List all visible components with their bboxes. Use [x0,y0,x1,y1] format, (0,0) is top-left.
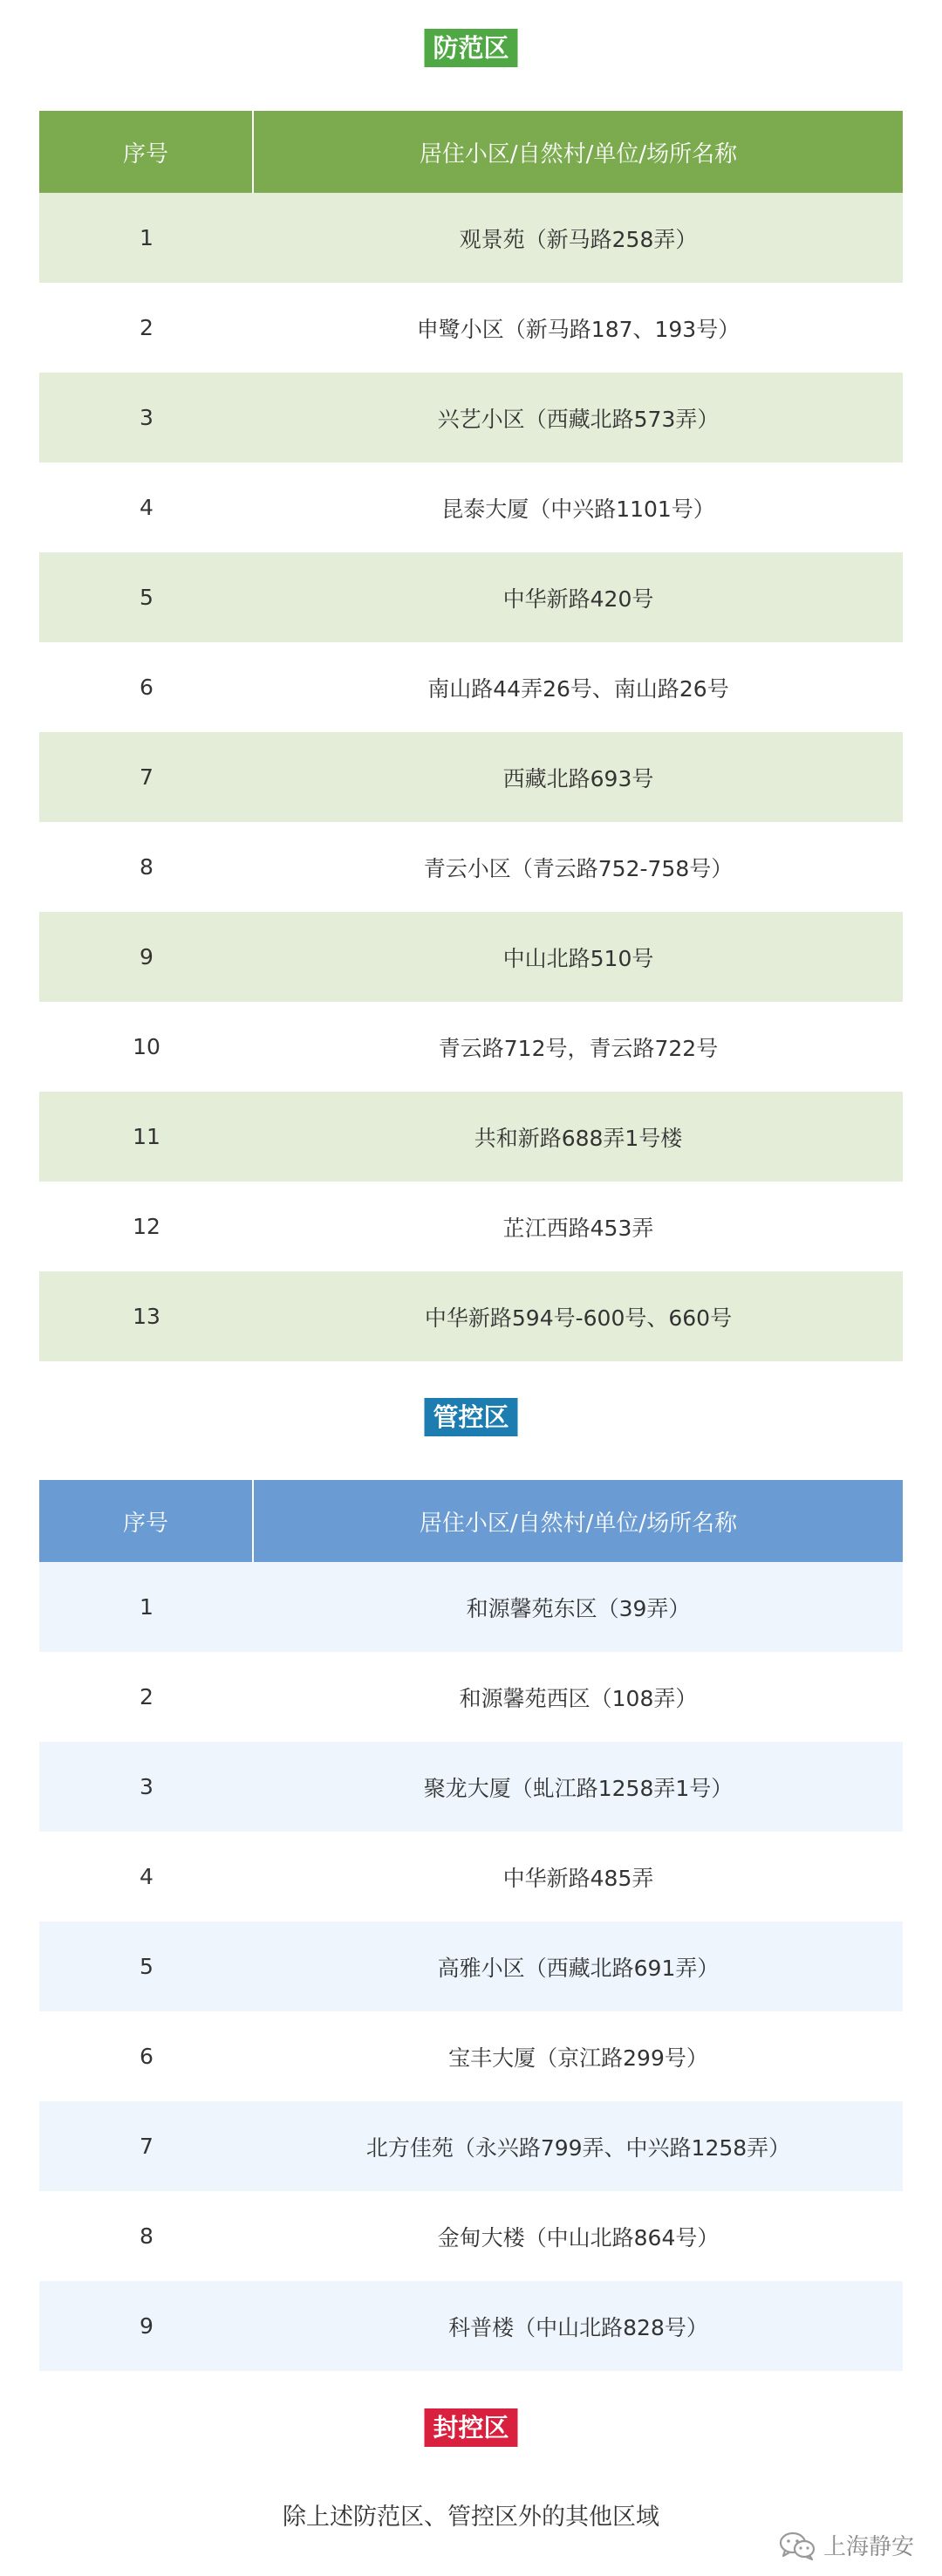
table-row [39,193,903,283]
row-index: 10 [133,1034,160,1059]
guankong-table [39,1480,903,2371]
table-row [39,822,903,912]
row-index: 9 [140,944,154,969]
row-index: 12 [133,1214,160,1239]
row-name: 科普楼（中山北路828号） [448,2314,708,2340]
row-name: 中山北路510号 [502,945,654,971]
wechat-icon [778,2531,816,2560]
table-row [39,1271,903,1361]
row-name: 申鹭小区（新马路187、193号） [416,316,741,342]
table-row [39,1092,903,1182]
table-row [39,283,903,373]
table-row [39,2191,903,2281]
table-row [39,1182,903,1271]
row-index: 7 [140,764,154,790]
watermark-text: 上海静安 [823,2534,914,2560]
row-name: 中华新路485弄 [502,1865,654,1891]
row-index: 4 [140,495,154,520]
fangfan-table-body [39,193,903,1361]
row-name: 聚龙大厦（虬江路1258弄1号） [423,1775,734,1801]
header-col-index: 序号 [39,111,254,193]
row-name: 西藏北路693号 [502,765,654,791]
row-name: 芷江西路453弄 [502,1215,654,1241]
row-name: 南山路44弄26号、南山路26号 [427,675,729,702]
row-index: 6 [140,2044,154,2069]
row-index: 3 [140,1774,154,1799]
table-row [39,373,903,462]
row-name: 青云小区（青云路752-758号） [423,855,734,881]
row-index: 6 [140,675,154,700]
header-col-index: 序号 [39,1480,254,1562]
fengkong-description: 除上述防范区、管控区外的其他区域 [283,2504,659,2531]
row-index: 1 [140,225,154,250]
row-index: 9 [140,2313,154,2339]
row-index: 8 [140,854,154,880]
row-name: 金甸大楼（中山北路864号） [437,2224,720,2251]
table-row [39,912,903,1002]
table-row [39,1922,903,2011]
row-index: 2 [140,1684,154,1709]
table-row [39,642,903,732]
watermark [778,2529,914,2561]
row-index: 4 [140,1864,154,1889]
row-index: 1 [140,1594,154,1620]
row-name: 观景苑（新马路258弄） [459,226,698,252]
guankong-table-body [39,1562,903,2371]
row-name: 兴艺小区（西藏北路573弄） [437,406,720,432]
fangfan-table-header [39,111,903,193]
row-index: 11 [133,1124,160,1149]
table-row [39,2011,903,2101]
fengkong-title: 封控区 [424,2408,517,2447]
table-row [39,1562,903,1652]
header-col-name: 居住小区/自然村/单位/场所名称 [419,1510,738,1537]
header-col-name: 居住小区/自然村/单位/场所名称 [419,140,738,168]
row-name: 北方佳苑（永兴路799弄、中兴路1258弄） [365,2134,791,2161]
table-row [39,1832,903,1922]
table-row [39,2101,903,2191]
row-index: 3 [140,405,154,430]
row-index: 13 [133,1304,160,1329]
row-index: 7 [140,2134,154,2159]
table-row [39,552,903,642]
table-row [39,732,903,822]
row-name: 高雅小区（西藏北路691弄） [437,1955,720,1981]
guankong-title: 管控区 [424,1398,517,1436]
row-index: 8 [140,2223,154,2249]
row-name: 和源馨苑东区（39弄） [466,1595,691,1621]
table-row [39,462,903,552]
guankong-table-header [39,1480,903,1562]
row-name: 青云路712号，青云路722号 [438,1035,719,1061]
table-row [39,1002,903,1092]
table-row [39,1652,903,1742]
row-name: 昆泰大厦（中兴路1101号） [441,496,715,522]
row-name: 中华新路420号 [502,586,654,612]
row-name: 中华新路594号-600号、660号 [424,1305,733,1331]
row-index: 2 [140,315,154,340]
fangfan-title: 防范区 [424,29,517,67]
row-index: 5 [140,1954,154,1979]
table-row [39,2281,903,2371]
row-name: 共和新路688弄1号楼 [474,1125,683,1151]
fangfan-table [39,111,903,1361]
row-name: 和源馨苑西区（108弄） [459,1685,698,1711]
row-index: 5 [140,585,154,610]
row-name: 宝丰大厦（京江路299号） [448,2045,708,2071]
table-row [39,1742,903,1832]
